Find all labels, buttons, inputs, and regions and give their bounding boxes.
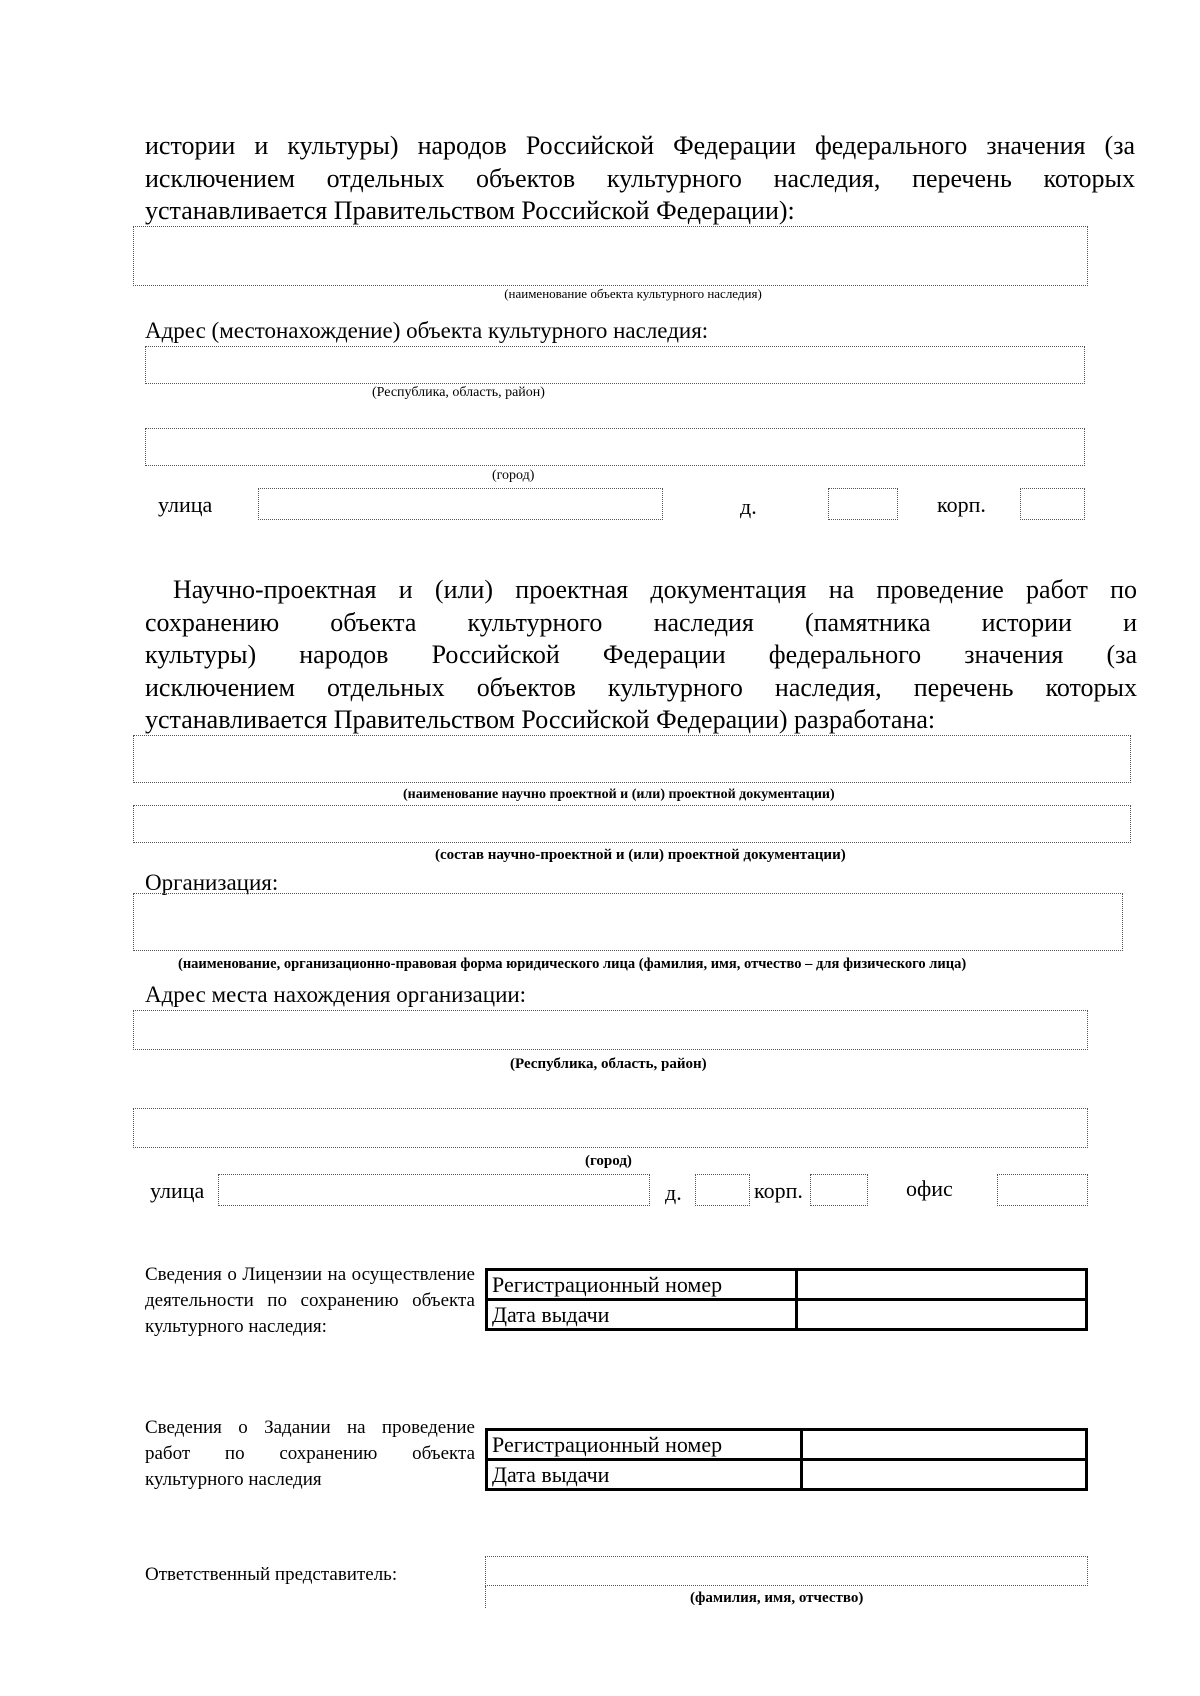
- task-issue-date-value[interactable]: [802, 1460, 1087, 1490]
- license-table: [485, 1268, 1088, 1331]
- organization-house-label: д.: [665, 1180, 682, 1205]
- organization-region-field[interactable]: [133, 1010, 1088, 1050]
- documentation-paragraph: [145, 574, 1137, 737]
- object-city-caption: (город): [492, 468, 535, 483]
- representative-label: Ответственный представитель:: [145, 1564, 398, 1585]
- task-reg-number-value[interactable]: [802, 1430, 1087, 1460]
- intro-line: исключением отдельных объектов культурного наследия, перечень которых: [145, 163, 1135, 193]
- documentation-name-field[interactable]: [133, 735, 1131, 783]
- organization-address-label: Адрес места нахождения организации:: [145, 982, 527, 1007]
- license-reg-number-value[interactable]: [797, 1270, 1087, 1300]
- organization-office-field[interactable]: [997, 1174, 1088, 1206]
- object-street-field[interactable]: [258, 488, 663, 520]
- organization-street-field[interactable]: [218, 1174, 650, 1206]
- documentation-composition-field[interactable]: [133, 805, 1131, 843]
- organization-office-label: офис: [906, 1176, 953, 1201]
- documentation-name-caption: (наименование научно проектной и (или) проектной документации): [403, 787, 835, 802]
- intro-line: устанавливается Правительством Российской Федерации):: [145, 196, 795, 225]
- object-house-label: д.: [740, 494, 757, 519]
- representative-field-divider: [485, 1586, 486, 1608]
- task-description: Сведения о Задании на проведение работ по сохранению объекта культурного наследия: [145, 1417, 475, 1490]
- intro-line: истории и культуры) народов Российской Федерации федерального значения (за: [145, 131, 1135, 160]
- license-issue-date-label: Дата выдачи: [487, 1300, 797, 1330]
- object-region-field[interactable]: [145, 346, 1085, 384]
- organization-city-field[interactable]: [133, 1108, 1088, 1148]
- documentation-line: Научно-проектная и (или) проектная документация на проведение работ по: [173, 575, 1137, 604]
- object-name-field[interactable]: [133, 226, 1088, 286]
- documentation-composition-caption: (состав научно-проектной и (или) проектной документации): [435, 847, 846, 863]
- object-address-label: Адрес (местонахождение) объекта культурного наследия:: [145, 318, 709, 343]
- object-house-field[interactable]: [828, 488, 898, 520]
- organization-name-field[interactable]: [133, 893, 1123, 951]
- object-building-field[interactable]: [1020, 488, 1085, 520]
- representative-caption: (фамилия, имя, отчество): [690, 1590, 864, 1606]
- object-name-caption: (наименование объекта культурного наследия): [504, 286, 762, 301]
- organization-label: Организация:: [145, 870, 279, 895]
- documentation-line: культуры) народов Российской Федерации федерального значения (за: [145, 640, 1137, 669]
- object-region-caption: (Республика, область, район): [372, 385, 545, 400]
- task-issue-date-row: [487, 1460, 1087, 1490]
- organization-name-caption: (наименование, организационно-правовая форма юридического лица (фамилия, имя, отчество – для физического лица): [178, 956, 967, 972]
- task-reg-number-row: [487, 1430, 1087, 1460]
- license-description: Сведения о Лицензии на осуществление деятельности по сохранению объекта культурного наследия:: [145, 1264, 475, 1337]
- organization-building-field[interactable]: [810, 1174, 868, 1206]
- license-issue-date-row: [487, 1300, 1087, 1330]
- representative-field[interactable]: [485, 1556, 1088, 1586]
- intro-paragraph: [145, 130, 1135, 228]
- license-issue-date-value[interactable]: [797, 1300, 1087, 1330]
- license-reg-number-row: [487, 1270, 1087, 1300]
- documentation-line: устанавливается Правительством Российской Федерации) разработана:: [145, 705, 936, 734]
- task-table: [485, 1428, 1088, 1491]
- organization-street-label: улица: [150, 1178, 205, 1203]
- object-city-field[interactable]: [145, 428, 1085, 466]
- object-building-label: корп.: [937, 492, 986, 517]
- task-issue-date-label: Дата выдачи: [487, 1460, 802, 1490]
- object-street-label: улица: [158, 492, 213, 517]
- organization-house-field[interactable]: [695, 1174, 750, 1206]
- documentation-line: исключением отдельных объектов культурного наследия, перечень которых: [145, 672, 1137, 702]
- organization-city-caption: (город): [585, 1153, 632, 1169]
- license-reg-number-label: Регистрационный номер: [487, 1270, 797, 1300]
- documentation-line: сохранению объекта культурного наследия (памятника истории и: [145, 607, 1137, 637]
- task-reg-number-label: Регистрационный номер: [487, 1430, 802, 1460]
- organization-building-label: корп.: [754, 1178, 803, 1203]
- organization-region-caption: (Республика, область, район): [510, 1056, 707, 1072]
